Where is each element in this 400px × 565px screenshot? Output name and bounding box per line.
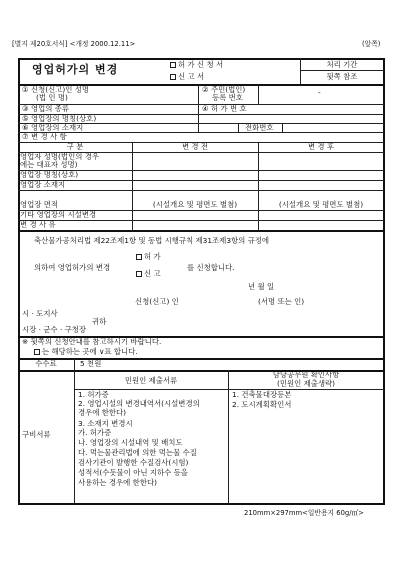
doc-item: 가. 허가증: [78, 428, 112, 437]
col-before: 변 경 전: [181, 142, 209, 151]
divider: [18, 104, 384, 105]
statement-opt-report-label: 신 고: [144, 269, 161, 278]
row-business-area: 영업장 면적: [20, 200, 59, 209]
statement-opt-permit[interactable]: [136, 253, 161, 262]
divider: [300, 70, 384, 71]
business-address-label: ⑥ 영업장의 소재지: [22, 123, 84, 132]
row-business-address: 영업장 소재지: [20, 180, 66, 189]
statement-opt-permit-label: 허 가: [144, 252, 161, 261]
doc-item: 경우에 한한다): [78, 408, 127, 417]
divider: [18, 220, 384, 221]
divider: [258, 142, 259, 230]
col-after: 변 경 후: [307, 142, 335, 151]
doc-item: 나. 영업장의 시설내역 및 배치도: [78, 438, 183, 447]
processing-period-value: 뒷쪽 참조: [326, 72, 358, 81]
official-item: 2. 도시계획확인서: [232, 400, 292, 409]
row-operator-name: 영업자 성명(법인의 경우: [20, 152, 99, 161]
addressee-governor: 시 · 도지사: [22, 309, 58, 318]
business-type-label: ③ 영업의 종류: [22, 104, 70, 113]
divider: [74, 389, 384, 390]
note-checkmark: [34, 348, 138, 357]
divider: [18, 230, 384, 232]
doc-item: 성적서(수돗물이 아닌 지하수 등을: [78, 468, 188, 477]
divider: [18, 132, 384, 133]
opt-permit-label: 허 가 신 청 서: [178, 60, 224, 69]
doc-item: 3. 소재지 변경시: [78, 419, 133, 428]
phone-label: 전화번호: [245, 123, 274, 132]
opt-report[interactable]: [170, 73, 204, 82]
divider: [74, 358, 75, 370]
doc-item: 검사기관이 발행한 수질검사(시험): [78, 458, 189, 467]
row-change-reason: 변 경 사 유: [20, 220, 56, 229]
fee-label: 수수료: [35, 359, 57, 368]
checkbox-icon: [136, 271, 142, 277]
fee-value: 5 천원: [80, 359, 102, 368]
divider: [132, 142, 133, 230]
resident-number-value[interactable]: -: [318, 88, 321, 97]
addressee-suffix: 귀하: [92, 317, 107, 326]
opt-permit-application[interactable]: [170, 61, 223, 70]
doc-item: 사용하는 경우에 한한다): [78, 478, 157, 487]
divider: [238, 123, 239, 132]
paper-spec: 210mm×297mm<일반용지 60g/㎡>: [244, 509, 364, 517]
doc-item: 다. 먹는물관리법에 의한 먹는물 수질: [78, 448, 197, 457]
frame-left: [18, 58, 20, 504]
required-docs-label: 구비서류: [22, 430, 51, 439]
divider: [198, 84, 199, 132]
checkbox-icon: [136, 254, 142, 260]
official-item: 1. 건축물대장등본: [232, 390, 292, 399]
statement-line2: 의하여 영업허가의 변경: [34, 263, 111, 272]
date-line[interactable]: 년 월 일: [248, 282, 275, 291]
area-before-note: (시설개요 및 평면도 별첨): [152, 200, 238, 209]
permit-number-label: ④ 허 가 번 호: [202, 104, 247, 113]
frame-bottom: [18, 503, 385, 505]
divider: [18, 180, 384, 181]
statement-line1: 축산물가공처리법 제22조제1항 및 동법 시행규칙 제31조제3항의 규정에: [34, 236, 270, 245]
row-facility-change: 기타 영업장의 시설변경: [20, 210, 97, 219]
form-label: [별지 제20호서식] <개정 2000.12.11>: [12, 40, 136, 48]
applicant-name-label: ① 신청(신고)인 성명: [22, 85, 90, 94]
row-business-name: 영업장 명칭(상호): [20, 170, 79, 179]
area-after-note: (시설개요 및 평면도 별첨): [278, 200, 364, 209]
statement-opt-report[interactable]: [136, 270, 161, 279]
divider: [258, 84, 259, 104]
page-side-note: (앞쪽): [362, 40, 381, 48]
doc-item: 2. 영업시설의 변경내역서(시설변경의: [78, 399, 200, 408]
divider: [18, 190, 384, 191]
opt-report-label: 신 고 서: [178, 72, 205, 81]
changes-label: ⑦ 변 경 사 항: [22, 132, 67, 141]
frame-right: [383, 58, 385, 504]
corporate-name-label: (법 인 명): [36, 93, 68, 102]
signature-label: (서명 또는 인): [258, 297, 305, 306]
business-name-label: ⑤ 영업장의 명칭(상호): [22, 114, 97, 123]
applicant-sign-label: 신청(신고) 인: [135, 297, 179, 306]
resident-number-label: ② 주민(법인): [202, 85, 246, 94]
checkbox-icon: [170, 74, 176, 80]
form-title: 영업허가의 변경: [32, 63, 119, 76]
note-checkmark-text: 는 해당하는 곳에 ∨표 합니다.: [42, 347, 138, 356]
divider: [282, 123, 283, 132]
checkbox-icon: [170, 62, 176, 68]
col-category: 구 분: [66, 142, 84, 151]
addressee-mayor: 시장 · 군수 · 구청장: [22, 325, 87, 334]
processing-period-label: 처리 기간: [326, 60, 358, 69]
docs-applicant-header: 민원인 제출서류: [124, 376, 178, 385]
note-back-page: ※ 뒷쪽의 신청안내를 참고하시기 바랍니다.: [22, 337, 162, 346]
checkbox-icon: [34, 349, 40, 355]
registration-number-label: 등록 번호: [212, 93, 243, 102]
statement-apply: 를 신청합니다.: [187, 263, 235, 272]
docs-official-header: 담당공무원 확인사항: [272, 370, 340, 379]
docs-official-sub: (민원인 제출생략): [276, 379, 336, 388]
doc-item: 1. 허가증: [78, 390, 109, 399]
row-operator-name-sub: 에는 대표자 성명): [20, 160, 78, 169]
